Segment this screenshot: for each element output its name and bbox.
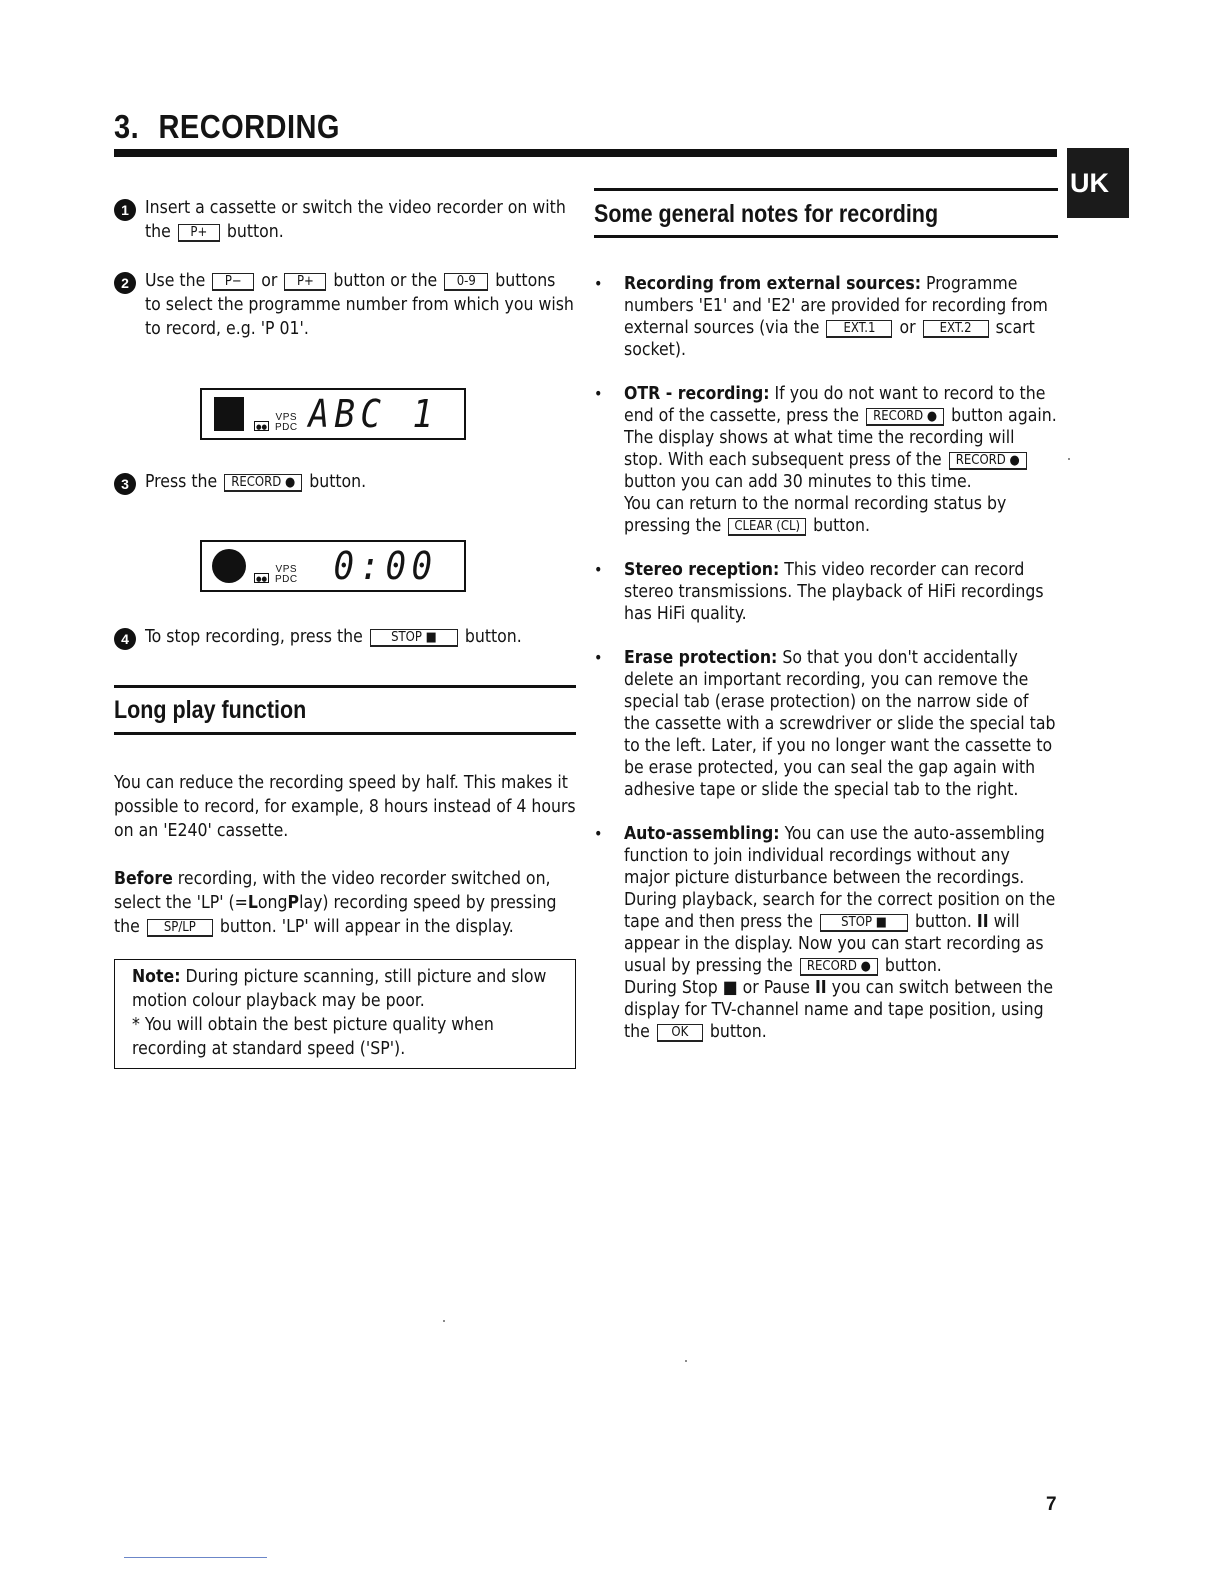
bullet-text: You can return to the normal recording status by pressing the bbox=[624, 494, 1007, 536]
bullet-text: or bbox=[899, 318, 916, 338]
step-text: button or the bbox=[333, 271, 438, 291]
title-rule bbox=[114, 149, 1057, 157]
ext2-key: EXT.2 bbox=[923, 320, 989, 338]
bullet-text: scart socket). bbox=[624, 318, 1035, 360]
bold-text: Before bbox=[114, 869, 173, 889]
bullet-text: or Pause bbox=[742, 978, 810, 998]
record-dot-icon bbox=[212, 549, 246, 583]
bullet-text: So that you don't accidentally delete an important recording, you can remove the special tab (erase protection) on the narrow side of the cassette with a screwdriver or slide the special tab to the left. Later, if you no longer want the cassette to be erase protected, you can seal the gap again with adhesive tape or slide the special tab to the right. bbox=[624, 648, 1056, 800]
cassette-icon: ●● bbox=[256, 423, 267, 431]
step-text: button. bbox=[464, 627, 522, 647]
bullet-text: button. bbox=[884, 956, 942, 976]
note-line-1 bbox=[132, 965, 563, 1013]
step-4 bbox=[114, 625, 576, 649]
pdc-label: PDC bbox=[275, 574, 298, 585]
stop-square-icon bbox=[214, 397, 244, 431]
step-number-icon: 3 bbox=[114, 473, 136, 495]
note-stereo-reception bbox=[594, 559, 1058, 625]
section-title: Long play function bbox=[114, 696, 307, 724]
chapter-title: RECORDING bbox=[158, 108, 340, 145]
step-number-icon: 2 bbox=[114, 272, 136, 294]
scan-speck bbox=[1068, 458, 1070, 460]
bullet-text: you can switch between the display for TV-channel name and tape position, using the bbox=[624, 978, 1054, 1042]
stop-icon: ■ bbox=[722, 978, 738, 998]
bullet-text: This video recorder can record stereo transmissions. The playback of HiFi recordings has HiFi quality. bbox=[624, 560, 1044, 624]
vps-label: VPS bbox=[275, 412, 298, 423]
bullet-text: button. bbox=[914, 912, 972, 932]
step-text: Press the bbox=[145, 472, 218, 492]
vps-pdc-indicator bbox=[275, 565, 298, 585]
bullet-text: button. bbox=[709, 1022, 767, 1042]
bold-text: P bbox=[287, 893, 300, 913]
step-text: or bbox=[261, 271, 278, 291]
sp-lp-key: SP/LP bbox=[147, 919, 213, 937]
step-1 bbox=[114, 196, 576, 244]
note-line-2: * You will obtain the best picture quality when recording at standard speed ('SP'). bbox=[132, 1015, 494, 1059]
bullet-text: button again. The display shows at what time the recording will stop. With each subsequent press of the bbox=[624, 406, 1057, 470]
recorder-display-2 bbox=[200, 540, 466, 592]
bullet-text: You can use the auto-assembling function to join individual recordings without any major picture disturbance between the recordings. During playback, search for the correct position on the tape and then press the bbox=[624, 824, 1056, 932]
pdc-label: PDC bbox=[275, 422, 298, 433]
bullet-text: will appear in the display. Now you can start recording as usual by pressing the bbox=[624, 912, 1044, 976]
otr-return-text bbox=[624, 493, 1058, 537]
note-box bbox=[114, 959, 576, 1069]
vps-label: VPS bbox=[275, 564, 298, 575]
vps-pdc-indicator bbox=[275, 413, 298, 433]
step-number-icon: 1 bbox=[114, 199, 136, 221]
pause-icon: II bbox=[976, 912, 989, 932]
right-column bbox=[594, 188, 1058, 1043]
bullet-text: During Stop bbox=[624, 978, 718, 998]
step-number-icon: 4 bbox=[114, 628, 136, 650]
ext1-key: EXT.1 bbox=[826, 320, 892, 338]
note-label: Note: bbox=[132, 967, 181, 987]
bullet-label: Auto-assembling: bbox=[624, 824, 780, 844]
record-key: RECORD ● bbox=[224, 474, 302, 492]
footer-rule bbox=[124, 1557, 267, 1558]
scan-speck bbox=[443, 1320, 445, 1322]
section-title: Some general notes for recording bbox=[594, 200, 939, 228]
chapter-number: 3. bbox=[114, 108, 140, 145]
para-text: button. 'LP' will appear in the display. bbox=[219, 917, 514, 937]
step-text: Use the bbox=[145, 271, 206, 291]
long-play-heading bbox=[114, 685, 576, 735]
step-text: buttons to select the programme number from which you wish to record, e.g. 'P 01'. bbox=[145, 271, 574, 339]
language-badge: UK bbox=[1067, 148, 1129, 218]
bullet-text: Programme numbers 'E1' and 'E2' are provided for recording from external sources (via the bbox=[624, 274, 1048, 338]
step-text: To stop recording, press the bbox=[145, 627, 363, 647]
display-channel-text: ABC 1 bbox=[308, 392, 438, 436]
record-key: RECORD ● bbox=[949, 452, 1027, 470]
pause-icon: II bbox=[814, 978, 827, 998]
note-erase-protection bbox=[594, 647, 1058, 801]
step-3 bbox=[114, 470, 576, 494]
long-play-instructions bbox=[114, 867, 576, 939]
general-notes-heading bbox=[594, 188, 1058, 238]
ok-key: OK bbox=[657, 1024, 703, 1042]
stop-key: STOP ■ bbox=[370, 629, 458, 647]
step-2 bbox=[114, 269, 576, 341]
digit-keys: 0-9 bbox=[444, 273, 488, 291]
note-text: During picture scanning, still picture and slow motion colour playback may be poor. bbox=[132, 967, 547, 1011]
p-minus-key: P− bbox=[212, 273, 254, 291]
bullet-text: If you do not want to record to the end of the cassette, press the bbox=[624, 384, 1046, 426]
bullet-text: button you can add 30 minutes to this time. bbox=[624, 472, 972, 492]
scan-speck bbox=[685, 1360, 687, 1362]
p-plus-key: P+ bbox=[178, 224, 220, 242]
clear-key: CLEAR (CL) bbox=[728, 518, 806, 536]
note-external-sources bbox=[594, 273, 1058, 361]
bullet-icon: • bbox=[594, 824, 603, 843]
record-key: RECORD ● bbox=[866, 408, 944, 426]
note-auto-assembling bbox=[594, 823, 1058, 1043]
stop-key: STOP ■ bbox=[820, 914, 908, 932]
record-key: RECORD ● bbox=[800, 958, 878, 976]
step-text: Insert a cassette or switch the video recorder on with the bbox=[145, 198, 566, 242]
bullet-icon: • bbox=[594, 274, 603, 293]
step-text: button. bbox=[226, 222, 284, 242]
left-column bbox=[114, 196, 576, 1069]
page-title bbox=[114, 108, 340, 146]
auto-assembling-display-text bbox=[624, 977, 1058, 1043]
cassette-icon: ●● bbox=[256, 575, 267, 583]
bullet-icon: • bbox=[594, 648, 603, 667]
bullet-icon: • bbox=[594, 384, 603, 403]
page-number: 7 bbox=[1046, 1494, 1057, 1515]
step-text: button. bbox=[309, 472, 367, 492]
bullet-text: button. bbox=[813, 516, 871, 536]
p-plus-key: P+ bbox=[284, 273, 326, 291]
para-text: ong bbox=[257, 893, 288, 913]
bullet-label: Erase protection: bbox=[624, 648, 778, 668]
bold-text: L bbox=[247, 893, 258, 913]
bullet-label: OTR - recording: bbox=[624, 384, 770, 404]
note-otr-recording bbox=[594, 383, 1058, 537]
para-text: lay) recording speed by pressing the bbox=[114, 893, 557, 937]
bullet-label: Recording from external sources: bbox=[624, 274, 922, 294]
bullet-label: Stereo reception: bbox=[624, 560, 780, 580]
recorder-display-1 bbox=[200, 388, 466, 440]
para-text: recording, with the video recorder switched on, select the 'LP' (= bbox=[114, 869, 551, 913]
display-time-text: 0:00 bbox=[334, 544, 438, 588]
bullet-icon: • bbox=[594, 560, 603, 579]
long-play-intro: You can reduce the recording speed by half. This makes it possible to record, for example, 8 hours instead of 4 hours on an 'E240' cassette. bbox=[114, 773, 576, 841]
